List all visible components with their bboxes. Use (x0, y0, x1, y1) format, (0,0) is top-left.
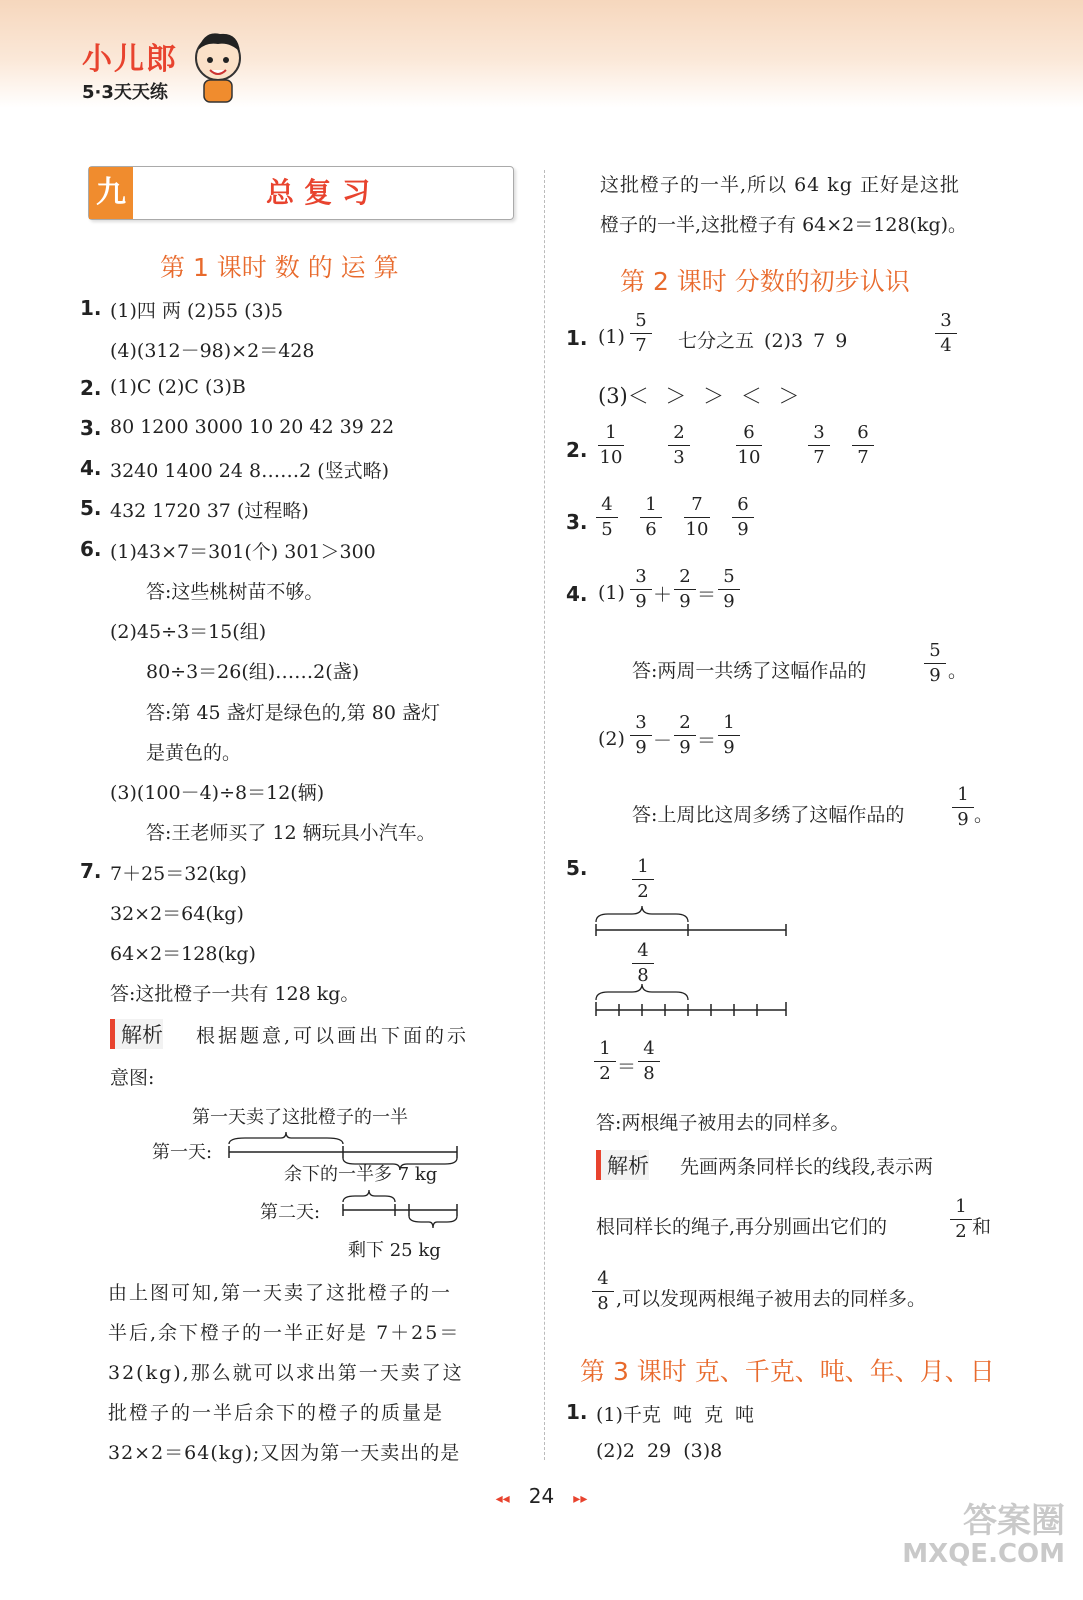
answer-line: (2)45÷3＝15(组) (110, 621, 267, 643)
page-number: 24 (528, 1484, 555, 1508)
answer-line: (2) (598, 728, 625, 750)
answer-line: 七分之五 (2)3 7 9 (678, 330, 848, 352)
fraction: 4 5 (596, 496, 618, 539)
question-number: 6. (80, 537, 102, 561)
answer-line: (1)四 两 (2)55 (3)5 (110, 300, 284, 322)
answer-line: 答:两根绳子被用去的同样多。 (596, 1112, 850, 1134)
answer-line: (1) (598, 326, 625, 348)
analysis-text: 先画两条同样长的线段,表示两 (680, 1156, 934, 1178)
answer-line: 7＋25＝32(kg) (110, 863, 247, 885)
answer-line: 是黄色的。 (146, 742, 242, 764)
fraction: 4 8 (638, 1040, 660, 1083)
answer-line: 答:第 45 盏灯是绿色的,第 80 盏灯 (146, 702, 440, 724)
diagram-label: 第二天: (260, 1202, 321, 1223)
analysis-label: 解析 (596, 1150, 649, 1180)
fraction: 1 6 (640, 496, 662, 539)
fraction: 1 2 (632, 858, 654, 901)
fraction: 1 2 (950, 1198, 972, 1241)
fraction: 4 8 (632, 942, 654, 985)
fraction: 2 9 (674, 568, 696, 611)
answer-line: 答:王老师买了 12 辆玩具小汽车。 (146, 822, 436, 844)
answer-line: (3)(100－4)÷8＝12(辆) (110, 782, 325, 804)
question-number: 3. (80, 416, 102, 440)
fraction: 1 2 (594, 1040, 616, 1083)
operator: ＝ (617, 1056, 637, 1078)
analysis-text: 意图: (110, 1067, 155, 1089)
punctuation: 。 (974, 804, 994, 826)
answer-line: 答:这些桃树苗不够。 (146, 581, 324, 603)
fraction: 2 3 (668, 424, 690, 467)
question-number: 4. (566, 582, 588, 606)
answer-line: 答:这批橙子一共有 128 kg。 (110, 983, 360, 1005)
rope-diagram (590, 900, 800, 1025)
fraction: 1 10 (599, 422, 623, 468)
brand-logo: 小儿郎 (82, 42, 178, 77)
analysis-text: 根同样长的绳子,再分别画出它们的 (596, 1216, 888, 1238)
paragraph-line: 由上图可知,第一天卖了这批橙子的一 (108, 1282, 453, 1304)
answer-line: 3240 1400 24 8……2 (竖式略) (110, 460, 390, 482)
watermark-title: 答案圈 (963, 1501, 1065, 1541)
answer-line: (1)43×7＝301(个) 301＞300 (110, 541, 376, 563)
answer-line: 432 1720 37 (过程略) (110, 500, 309, 522)
lesson-title-3: 第 3 课时 克、千克、吨、年、月、日 (580, 1357, 995, 1386)
fraction: 1 9 (718, 714, 740, 757)
paragraph-line: 32×2＝64(kg);又因为第一天卖出的是 (108, 1442, 461, 1464)
chapter-number: 九 (89, 167, 133, 219)
answer-line: 答:两周一共绣了这幅作品的 (632, 660, 867, 682)
diagram-label: 余下的一半多 7 kg (284, 1164, 438, 1185)
analysis-label: 解析 (110, 1019, 163, 1049)
analysis-text: 根据题意,可以画出下面的示 (196, 1025, 470, 1047)
fraction: 6 9 (732, 496, 754, 539)
answer-line: 80÷3＝26(组)……2(盏) (146, 661, 360, 683)
fraction: 5 9 (718, 568, 740, 611)
chapter-header (88, 166, 514, 220)
question-number: 2. (80, 376, 102, 400)
answer-line: (1)C (2)C (3)B (110, 376, 246, 398)
diagram-label: 剩下 25 kg (348, 1240, 441, 1261)
column-divider (544, 170, 545, 1460)
answer-line: (4)(312－98)×2＝428 (110, 340, 315, 362)
series-name: 5·3天天练 (82, 82, 168, 103)
question-number: 4. (80, 456, 102, 480)
fraction: 4 8 (592, 1270, 614, 1313)
fraction: 3 4 (935, 312, 957, 355)
paragraph-line: 橙子的一半,这批橙子有 64×2＝128(kg)。 (600, 214, 968, 236)
prev-arrows-icon: ◂◂ (495, 1491, 510, 1507)
question-number: 1. (566, 326, 588, 350)
question-number: 5. (566, 856, 588, 880)
chapter-title: 总复习 (265, 176, 380, 209)
question-number: 2. (566, 438, 588, 462)
fraction: 6 7 (852, 424, 874, 467)
answer-line: (1) (598, 582, 625, 604)
lesson-title-1: 第 1 课时 数 的 运 算 (160, 253, 399, 282)
fraction: 5 7 (630, 312, 652, 355)
answer-line: 答:上周比这周多绣了这幅作品的 (632, 804, 905, 826)
question-number: 7. (80, 859, 102, 883)
paragraph-line: 半后,余下橙子的一半正好是 7＋25＝ (108, 1322, 461, 1344)
paragraph-line: 32(kg),那么就可以求出第一天卖了这 (108, 1362, 464, 1384)
operator: ＝ (697, 730, 717, 752)
fraction: 3 9 (630, 714, 652, 757)
answer-line: (3)＜ ＞ ＞ ＜ ＞ (598, 384, 800, 408)
analysis-text: 和 (972, 1216, 992, 1238)
answer-line: 64×2＝128(kg) (110, 943, 256, 965)
next-arrows-icon: ▸▸ (573, 1491, 588, 1507)
paragraph-line: 批橙子的一半后余下的橙子的质量是 (108, 1402, 445, 1424)
question-number: 1. (80, 296, 102, 320)
watermark (902, 1502, 1065, 1568)
fraction: 3 9 (630, 568, 652, 611)
question-number: 3. (566, 510, 588, 534)
analysis-text: ,可以发现两根绳子被用去的同样多。 (616, 1288, 927, 1310)
paragraph-line: 这批橙子的一半,所以 64 kg 正好是这批 (600, 174, 961, 196)
answer-line: 32×2＝64(kg) (110, 903, 244, 925)
answer-line: 80 1200 3000 10 20 42 39 22 (110, 416, 395, 438)
question-number: 5. (80, 496, 102, 520)
lesson-title-2: 第 2 课时 分数的初步认识 (620, 267, 910, 296)
fraction: 7 10 (685, 494, 709, 540)
fraction: 2 9 (674, 714, 696, 757)
diagram-label: 第一天卖了这批橙子的一半 (192, 1107, 408, 1128)
fraction: 1 9 (952, 786, 974, 829)
watermark-url: MXQE.COM (902, 1539, 1065, 1569)
question-number: 1. (566, 1400, 588, 1424)
punctuation: 。 (948, 660, 968, 682)
fraction: 5 9 (924, 642, 946, 685)
operator: ＝ (697, 584, 717, 606)
operator: ＋ (653, 584, 673, 606)
answer-line: (2)2 29 (3)8 (596, 1440, 723, 1462)
fraction: 6 10 (737, 422, 761, 468)
fraction: 3 7 (808, 424, 830, 467)
operator: － (653, 730, 673, 752)
mascot-icon (190, 28, 246, 104)
diagram-label: 第一天: (152, 1142, 213, 1163)
answer-line: (1)千克 吨 克 吨 (596, 1404, 755, 1426)
